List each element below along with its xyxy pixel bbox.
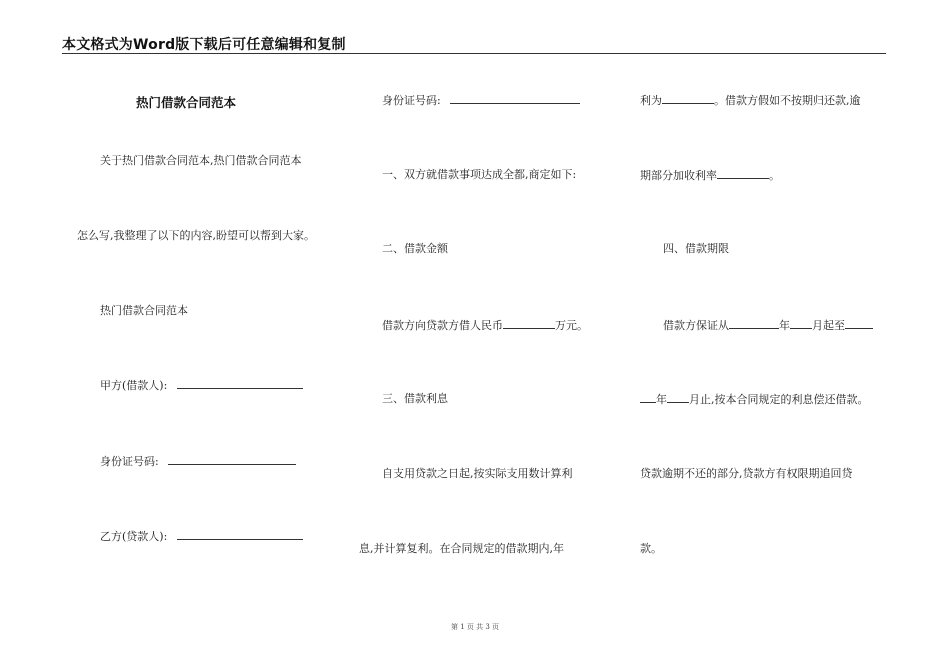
document-title: 热门借款合同范本 (136, 95, 237, 110)
party-b-row (100, 529, 303, 544)
document-header-title: 本文格式为Word版下载后可任意编辑和复制 (62, 37, 346, 53)
term-month-from-label: 月起至 (812, 319, 845, 332)
term-start-year-blank (729, 318, 779, 329)
party-a-label: 甲方(借款人): (100, 379, 168, 392)
id-number-blank-2 (450, 93, 580, 104)
page-number: 第 1 页 共 3 页 (450, 623, 500, 631)
id-number-label-1: 身份证号码: (100, 455, 159, 468)
id-number-label-2: 身份证号码: (382, 94, 441, 107)
amount-prefix: 借款方向贷款方借人民币 (382, 319, 503, 332)
party-a-row (100, 378, 303, 393)
section-amount-title: 二、借款金额 (382, 242, 448, 255)
interest-line-1: 自支用贷款之日起,按实际支用数计算利 (382, 467, 573, 480)
amount-row (382, 318, 588, 333)
section-interest-title: 三、借款利息 (382, 392, 448, 405)
rate-suffix: 。借款方假如不按期归还款,逾 (714, 94, 861, 107)
amount-blank (503, 318, 555, 329)
clause-intro: 一、双方就借款事项达成全都,商定如下: (382, 168, 577, 181)
rate-blank (662, 93, 714, 104)
header-divider (62, 53, 886, 54)
overdue-line-2: 款。 (640, 542, 662, 555)
term-row-1 (663, 318, 873, 333)
term-start-month-blank (790, 318, 812, 329)
term-prefix: 借款方保证从 (663, 319, 729, 332)
amount-suffix: 万元。 (555, 319, 588, 332)
term-year-label: 年 (779, 319, 790, 332)
rate-row (640, 93, 861, 108)
term2-rest: 月止,按本合同规定的利息偿还借款。 (689, 393, 869, 406)
penalty-row (640, 168, 780, 183)
intro-line-2: 怎么写,我整理了以下的内容,盼望可以帮到大家。 (77, 229, 315, 242)
section-term-title: 四、借款期限 (663, 242, 729, 255)
party-a-blank (177, 378, 303, 389)
party-b-blank (177, 529, 303, 540)
contract-subtitle: 热门借款合同范本 (100, 304, 188, 317)
interest-line-2: 息,并计算复利。在合同规定的借款期内,年 (359, 542, 564, 555)
id-number-blank-1 (168, 454, 296, 465)
term2-year-label: 年 (656, 393, 667, 406)
rate-prefix: 利为 (640, 94, 662, 107)
penalty-blank (717, 168, 769, 179)
term-end-year-blank-part1 (845, 318, 873, 329)
overdue-line-1: 贷款逾期不还的部分,贷款方有权限期追回贷 (640, 467, 853, 480)
penalty-suffix: 。 (769, 169, 780, 182)
term-end-year-blank-part2 (640, 392, 656, 403)
id-number-row-2 (382, 93, 580, 108)
term-row-2 (640, 392, 869, 407)
intro-line-1: 关于热门借款合同范本,热门借款合同范本 (100, 154, 302, 167)
party-b-label: 乙方(贷款人): (100, 530, 168, 543)
term-end-month-blank (667, 392, 689, 403)
id-number-row-1 (100, 454, 296, 469)
penalty-prefix: 期部分加收利率 (640, 169, 717, 182)
